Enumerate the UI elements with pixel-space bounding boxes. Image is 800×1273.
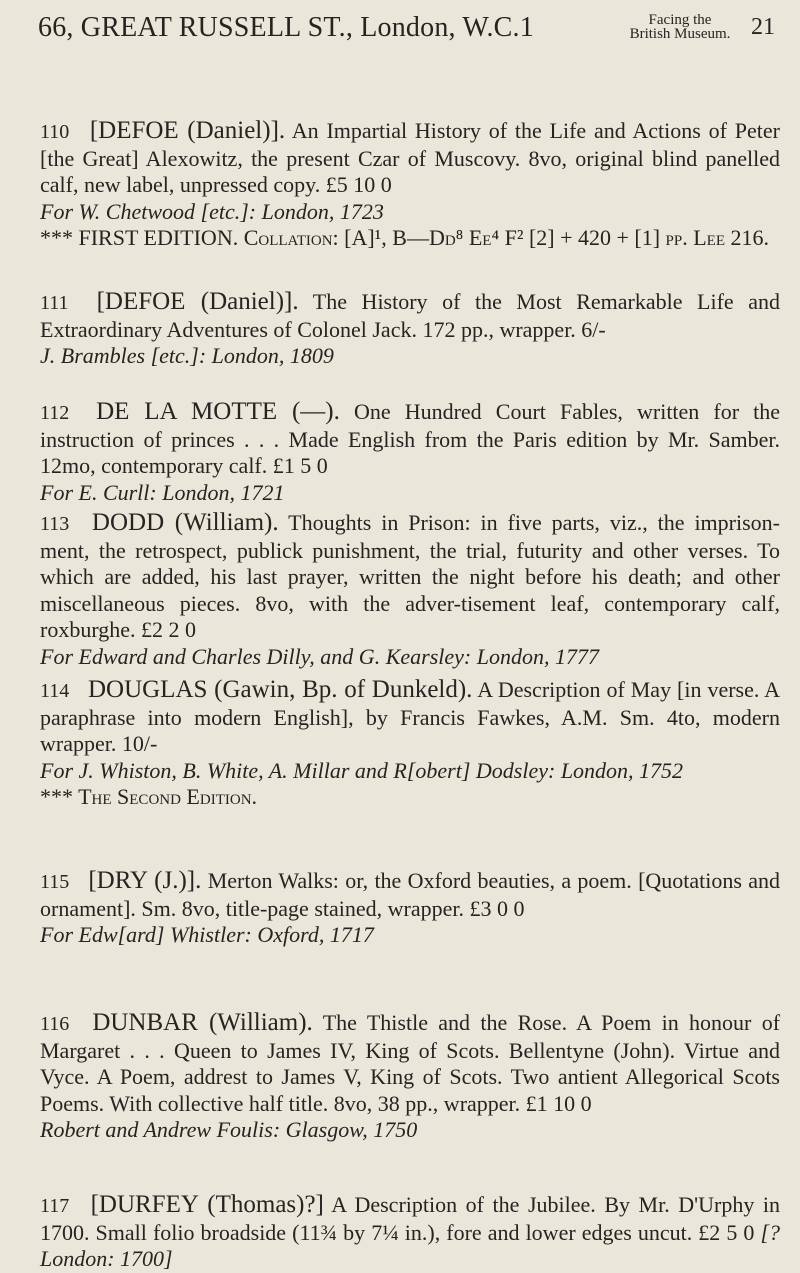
entry-number: 112 (40, 402, 70, 424)
catalogue-entry-111 (40, 289, 780, 370)
entry-text: A Description of May [in verse. A paraphrase into modern English], by Francis Fawkes, A.M. Sm. 4to, modern wrapper. 10/- (40, 677, 781, 756)
entry-body (40, 399, 780, 480)
entry-body (40, 868, 780, 922)
entry-number: 117 (40, 1195, 70, 1217)
entry-text: A Description of the Jubilee. By Mr. D'Urphy in 1700. Small folio broadside (11¾ by 7¼ in.), fore and lower edges uncut. £2 5 0 (40, 1192, 781, 1245)
facing-note-line-1: Facing the (648, 12, 712, 28)
entry-body (40, 1192, 780, 1273)
entry-heading: [DRY (J.)]. (88, 867, 202, 894)
entry-heading: DODD (William). (91, 509, 279, 536)
catalogue-entry-116 (40, 1010, 780, 1144)
entry-heading: [DURFEY (Thomas)?] (90, 1191, 324, 1218)
entry-number: 113 (40, 513, 70, 535)
entry-heading: DUNBAR (William). (92, 1009, 313, 1036)
page-number: 21 (751, 14, 775, 40)
entry-number: 111 (40, 292, 69, 314)
catalogue-entry-117 (40, 1192, 780, 1273)
entry-body (40, 1010, 780, 1117)
entry-text: The Thistle and the Rose. A Poem in honour of Margaret . . . Queen to James IV, King of Scots. Bellentyne (John). Virtue and Vyce. A Poem, addrest to James V, King of Scots. Two antient Allegorical Scots Poems. With collective half title. 8vo, 38 pp., wrapper. £1 10 0 (40, 1010, 781, 1116)
entry-imprint: For W. Chetwood [etc.]: London, 1723 (40, 198, 384, 224)
entry-imprint: For Edward and Charles Dilly, and G. Kearsley: London, 1777 (40, 643, 599, 669)
catalogue-entry-114 (40, 677, 780, 811)
entry-heading: DE LA MOTTE (—). (96, 398, 340, 425)
catalogue-entry-113 (40, 510, 780, 670)
entry-text: One Hundred Court Fables, written for the instruction of princes . . . Made English from the Paris edition by Mr. Samber. 12mo, contemporary calf. £1 5 0 (40, 399, 781, 478)
catalogue-entry-115 (40, 868, 780, 949)
entry-heading: DOUGLAS (Gawin, Bp. of Dunkeld). (87, 676, 473, 703)
entry-imprint: For J. Whiston, B. White, A. Millar and R[obert] Dodsley: London, 1752 (40, 757, 684, 783)
bookseller-address: 66, GREAT RUSSELL ST., London, W.C.1 (38, 12, 534, 43)
entry-number: 116 (40, 1013, 70, 1035)
entry-imprint: For Edw[ard] Whistler: Oxford, 1717 (40, 922, 374, 947)
entry-body (40, 677, 780, 758)
entry-number: 115 (40, 871, 70, 893)
entry-note: *** The Second Edition. (40, 784, 258, 809)
entry-number: 114 (40, 680, 70, 702)
facing-note (620, 13, 740, 41)
entry-text: Merton Walks: or, the Oxford beauties, a poem. [Quotations and ornament]. Sm. 8vo, title-page stained, wrapper. £3 0 0 (40, 868, 781, 921)
entry-heading: [DEFOE (Daniel)]. (89, 117, 286, 144)
entry-text: The History of the Most Remarkable Life and Extraordinary Adventures of Colonel Jack. 172 pp., wrapper. 6/- (40, 289, 781, 342)
entry-body (40, 289, 780, 343)
entry-imprint: [?London: 1700] (40, 1219, 781, 1271)
entry-imprint: J. Brambles [etc.]: London, 1809 (40, 343, 334, 368)
entry-text: Thoughts in Prison: in five parts, viz., the imprison-ment, the retrospect, publick punishment, the trial, futurity and other verses. To which are added, his last prayer, written the night before his death; and other miscellaneous pieces. 8vo, with the adver-tisement leaf, contemporary calf, roxburghe. £2 2 0 (40, 510, 780, 642)
entry-body (40, 510, 780, 644)
entry-imprint: For E. Curll: London, 1721 (40, 479, 285, 505)
facing-note-line-2: British Museum. (629, 26, 731, 42)
entry-imprint: Robert and Andrew Foulis: Glasgow, 1750 (40, 1117, 418, 1142)
entry-heading: [DEFOE (Daniel)]. (96, 288, 299, 315)
catalogue-entry-112 (40, 399, 780, 506)
entry-body (40, 118, 780, 199)
entry-text: An Impartial History of the Life and Actions of Peter [the Great] Alexowitz, the present Czar of Muscovy. 8vo, original blind panelled calf, new label, unpressed copy. £5 10 0 (40, 118, 780, 197)
page-header (38, 8, 788, 56)
entry-note: *** FIRST EDITION. Collation: [A]¹, B—Dd⁸ Ee⁴ F² [2] + 420 + [1] pp. Lee 216. (40, 225, 770, 250)
entry-number: 110 (40, 121, 70, 143)
catalogue-entry-110 (40, 118, 780, 252)
